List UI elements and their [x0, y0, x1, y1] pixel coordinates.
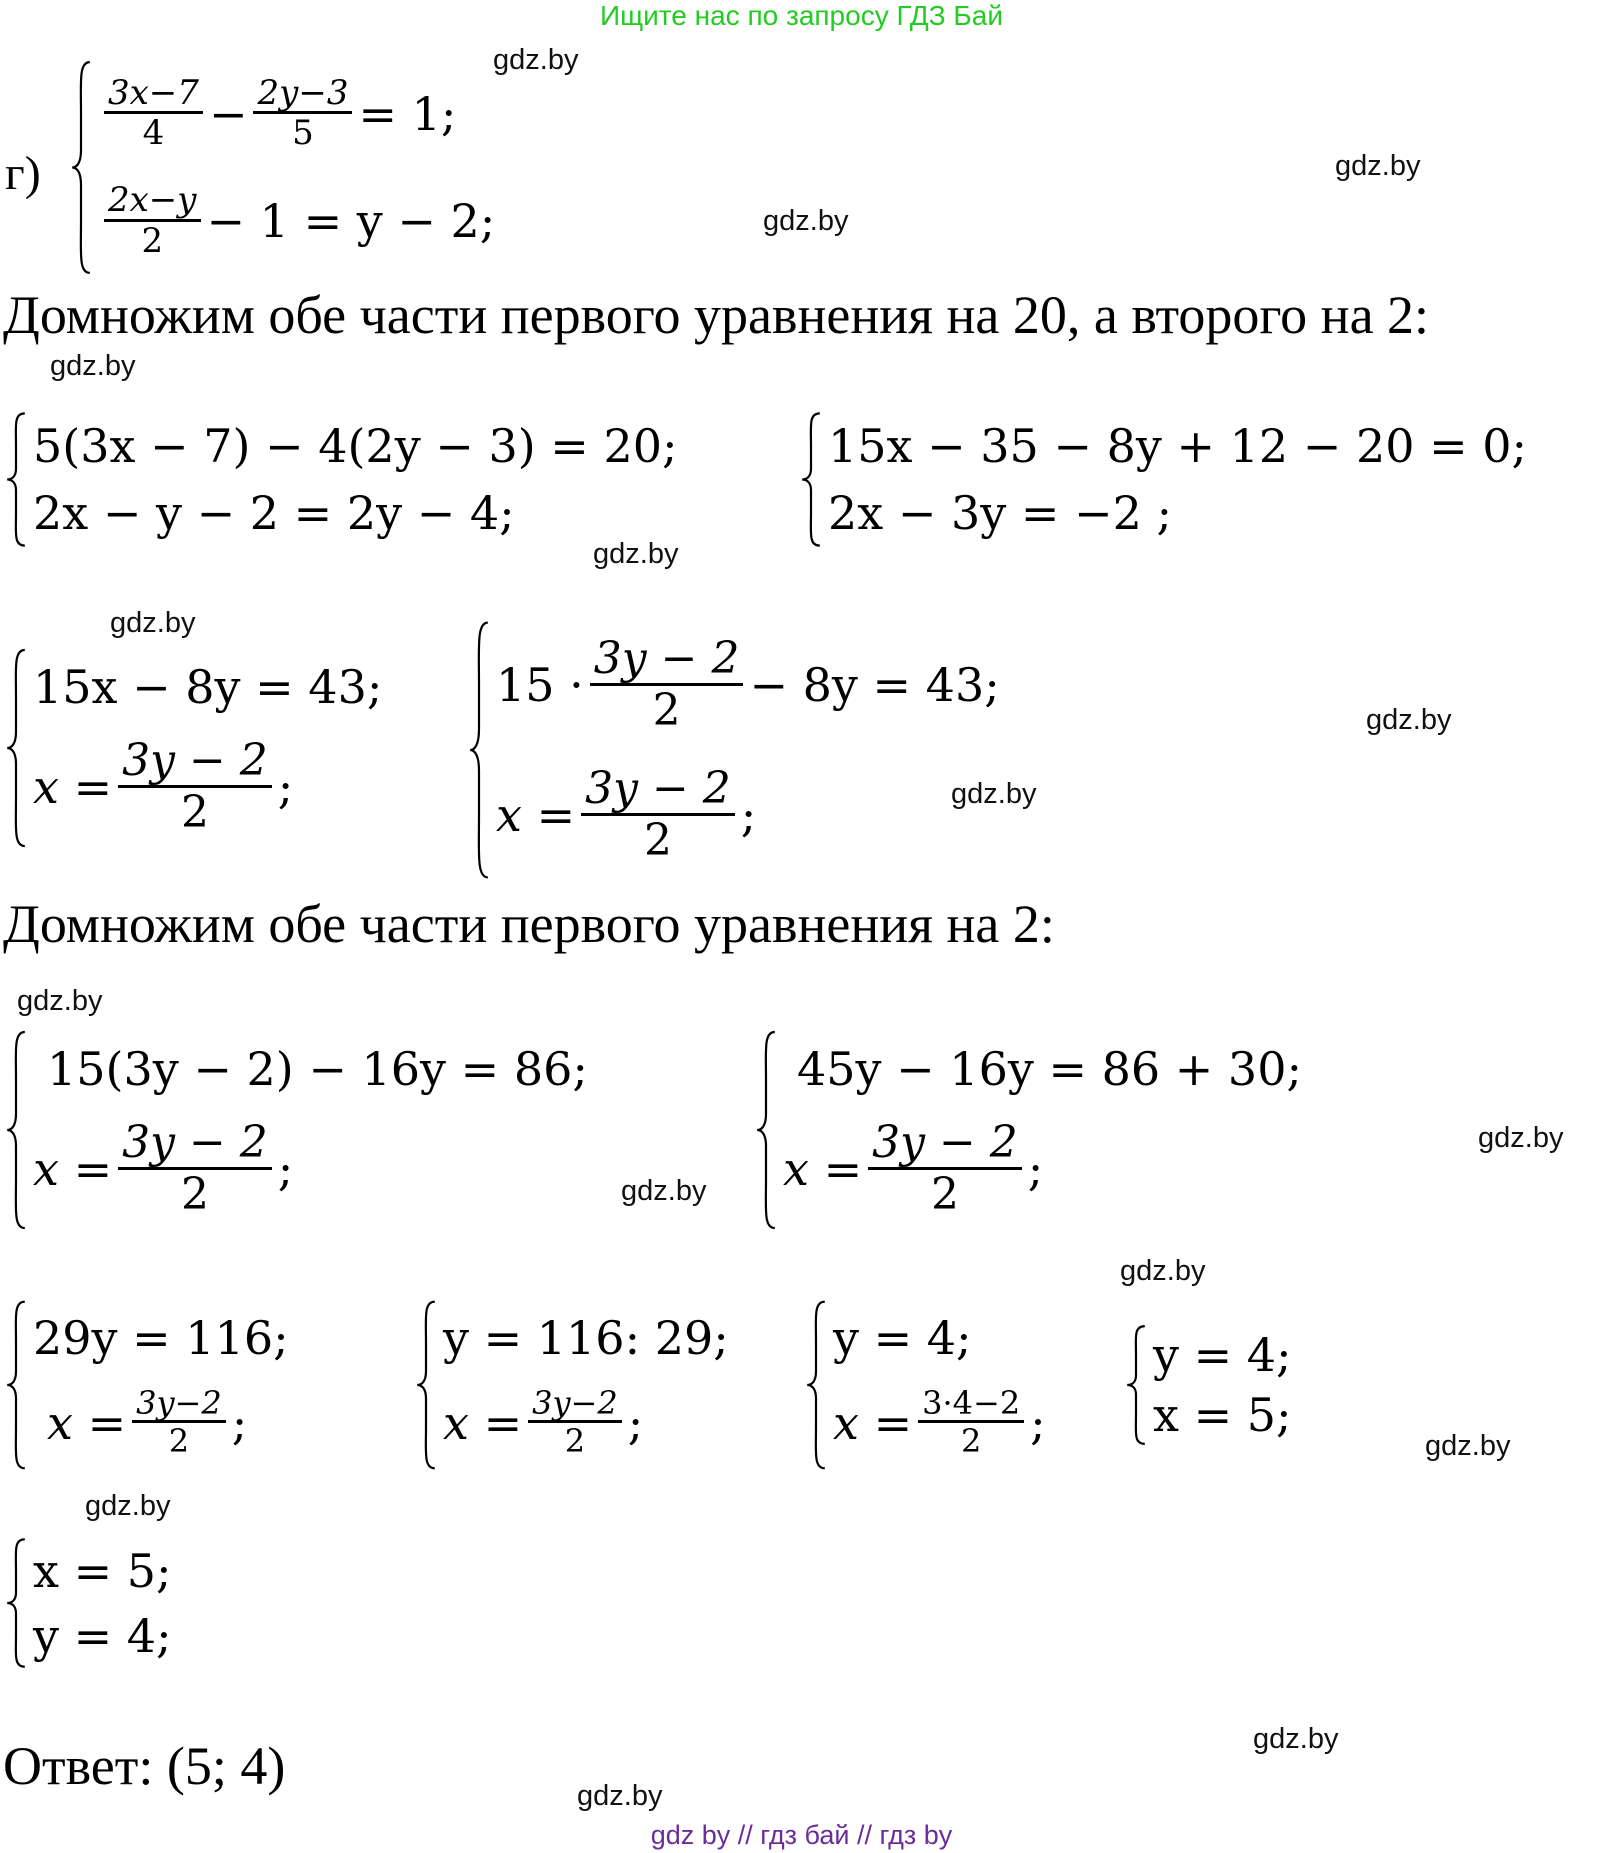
system-10	[805, 1300, 1046, 1470]
equation-line: 15x − 8y = 43;	[33, 660, 383, 715]
brace-icon	[5, 648, 27, 848]
brace-icon	[70, 60, 92, 275]
part-label: г)	[5, 147, 41, 200]
watermark: gdz.by	[50, 350, 136, 382]
system-11	[1125, 1325, 1292, 1445]
watermark: gdz.by	[1366, 704, 1452, 736]
equation-line: 5(3x − 7) − 4(2y − 3) = 20;	[33, 418, 678, 473]
system-9	[415, 1300, 729, 1470]
equation-line: x = $\frac{3y - 2}{2}$ ;	[496, 763, 757, 866]
equation-line: x = $\frac{3y-2}{2}$ ;	[443, 1383, 644, 1461]
footer-links[interactable]: gdz by // гдз бай // гдз by	[650, 1820, 953, 1850]
equation-line: x = $\frac{3y - 2}{2}$ ;	[33, 1117, 294, 1220]
watermark: gdz.by	[493, 44, 579, 76]
system-4	[5, 648, 382, 848]
watermark: gdz.by	[763, 205, 849, 237]
equation-line: 45y − 16y = 86 + 30;	[797, 1042, 1302, 1097]
brace-icon	[800, 412, 822, 547]
watermark: gdz.by	[951, 778, 1037, 810]
equation-line: 2x − 3y = −2 ;	[828, 486, 1172, 541]
equation-line: x = $\frac{3y - 2}{2}$ ;	[33, 735, 294, 838]
watermark: gdz.by	[1253, 1723, 1339, 1755]
brace-icon	[1125, 1325, 1147, 1445]
brace-icon	[5, 1538, 27, 1668]
equation-line: x = $\frac{3y - 2}{2}$ ;	[783, 1117, 1044, 1220]
system-2	[5, 412, 678, 547]
equation-line: 2x − y − 2 = 2y − 4;	[33, 486, 515, 541]
watermark: gdz.by	[593, 538, 679, 570]
watermark: gdz.by	[1335, 150, 1421, 182]
watermark: gdz.by	[85, 1490, 171, 1522]
system-7	[755, 1030, 1302, 1230]
equation-line: 29y = 116;	[33, 1310, 289, 1365]
explanation-text: Домножим обе части первого уравнения на 2:	[3, 894, 1055, 954]
brace-icon	[415, 1300, 437, 1470]
brace-icon	[755, 1030, 777, 1230]
equation-line: x = $\frac{3\cdot 4-2}{2}$ ;	[833, 1383, 1046, 1461]
watermark: gdz.by	[577, 1780, 663, 1812]
explanation-text: Домножим обе части первого уравнения на 20, а второго на 2:	[3, 285, 1430, 345]
equation-line: y = 4;	[33, 1608, 172, 1663]
equation-line: x = 5;	[1153, 1388, 1292, 1442]
watermark: gdz.by	[1425, 1430, 1511, 1462]
system-1	[70, 60, 495, 275]
equation-line: 15(3y − 2) − 16y = 86;	[47, 1042, 588, 1097]
watermark: gdz.by	[1478, 1122, 1564, 1154]
equation-line: y = 4;	[1153, 1328, 1292, 1382]
watermark: gdz.by	[621, 1175, 707, 1207]
brace-icon	[468, 620, 490, 880]
equation-line: 15x − 35 − 8y + 12 − 20 = 0;	[828, 418, 1528, 473]
watermark: gdz.by	[1120, 1255, 1206, 1287]
answer-text: Ответ: (5; 4)	[3, 1736, 286, 1796]
brace-icon	[5, 412, 27, 547]
equation-line: 15 · 3y − 2 2 − 8y = 43;	[496, 633, 1000, 736]
search-banner: Ищите нас по запросу ГДЗ Бай	[599, 0, 1004, 31]
equation-line: y = 116: 29;	[443, 1310, 729, 1365]
equation-line: 3x−7 4 − $\frac{2y-3}{5}$ = 1;	[98, 76, 495, 152]
equation-line: x = $\frac{3y-2}{2}$ ;	[47, 1383, 248, 1461]
equation-line: 2x−y 2 − 1 = y − 2;	[98, 183, 495, 259]
brace-icon	[805, 1300, 827, 1470]
system-6	[5, 1030, 588, 1230]
brace-icon	[5, 1300, 27, 1470]
system-12	[5, 1538, 172, 1668]
system-8	[5, 1300, 289, 1470]
brace-icon	[5, 1030, 27, 1230]
equation-line: x = 5;	[33, 1543, 172, 1598]
watermark: gdz.by	[110, 607, 196, 639]
equation-line: y = 4;	[833, 1310, 972, 1365]
system-5	[468, 620, 1000, 880]
system-3	[800, 412, 1527, 547]
watermark: gdz.by	[17, 985, 103, 1017]
